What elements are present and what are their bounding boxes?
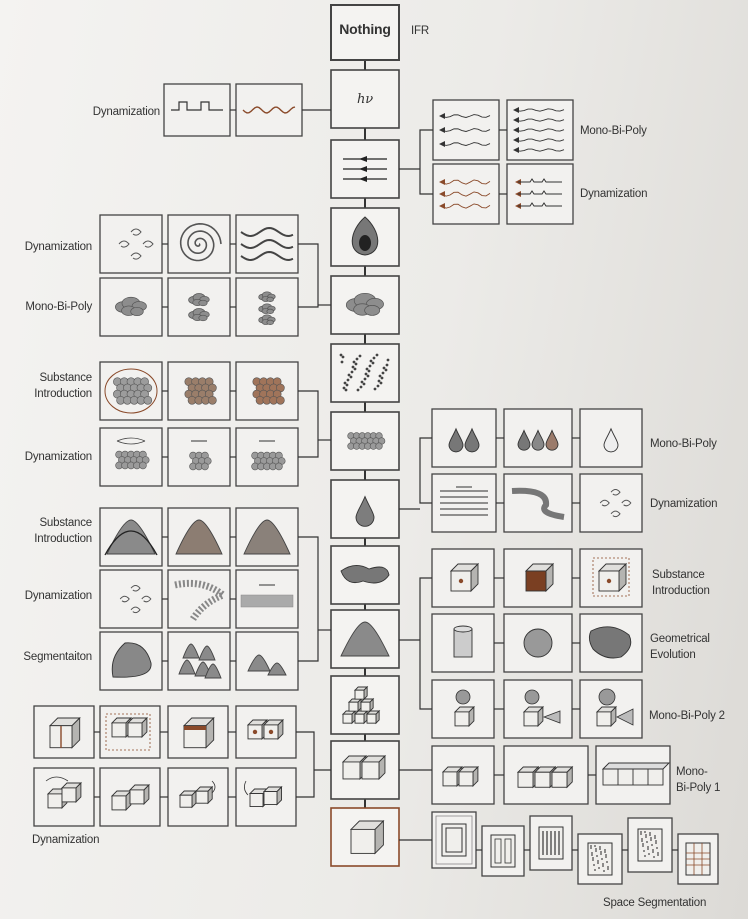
- swirl-particles-box: [100, 215, 162, 273]
- cube-pile-box: [331, 676, 399, 734]
- granules-dyn-1: [100, 428, 162, 486]
- mono-word: Mono-: [676, 766, 708, 778]
- cube-hinged-4: [236, 768, 296, 826]
- powder-heap-box: [331, 610, 399, 668]
- substance-introduction-label-powder: [0, 516, 92, 547]
- ifr-label: IFR: [411, 25, 429, 37]
- cube-split-frame-box: [100, 706, 160, 758]
- mono-bi-poly-label-cloud: Mono-Bi-Poly: [25, 301, 92, 313]
- powder-dyn-2: [168, 570, 230, 628]
- cube-hinged-3: [168, 768, 228, 826]
- substance-introduction-label-granules: [0, 371, 92, 402]
- nothing-label: Nothing: [339, 21, 391, 37]
- freeform-box: [580, 614, 642, 672]
- dynamization-label-granules: Dynamization: [24, 451, 92, 463]
- segment-small-heaps-box: [236, 632, 298, 690]
- space-seg-bars-box: [530, 816, 572, 870]
- cube-split-top-box: [168, 706, 228, 758]
- drops-dyn-2: [504, 474, 572, 532]
- sphere-cube-cone-2-box: [580, 680, 642, 738]
- evolution-word: Evolution: [650, 648, 696, 661]
- space-seg-grid-box: [678, 834, 718, 884]
- dynamization-label-powder: Dynamization: [24, 590, 92, 602]
- flame-box: [331, 208, 399, 266]
- arrows-box: [331, 140, 399, 198]
- powder-sub-intro-3: [236, 508, 298, 566]
- drops-dyn-3: [580, 474, 642, 532]
- particles-box: [331, 344, 399, 402]
- segmentation-label: Segmentaiton: [23, 651, 92, 663]
- dynamization-label-vortex: Dynamization: [24, 241, 92, 253]
- arrows-mono-box: [433, 100, 499, 160]
- geometrical-evolution-label: [650, 632, 710, 663]
- segment-pieces-box: [168, 632, 230, 690]
- powder-sub-intro-2: [168, 508, 230, 566]
- cube-dot-box: [432, 549, 494, 607]
- sine-wave-box: [236, 84, 302, 136]
- granules-dyn-3: [236, 428, 298, 486]
- granules-sub-intro-3: [236, 362, 298, 420]
- cube-hinged-2: [100, 768, 160, 826]
- granules-sub-intro-2: [168, 362, 230, 420]
- three-cubes-row-box: [504, 746, 588, 804]
- four-cubes-row-box: [596, 746, 670, 804]
- mono-bi-poly-label-top: Mono-Bi-Poly: [580, 125, 647, 137]
- cube-dots-box: [236, 706, 296, 758]
- space-seg-dots-box: [578, 834, 622, 884]
- substance-introduction-label-cubes: [652, 568, 710, 599]
- introduction-word: Introduction: [34, 387, 92, 400]
- dynamization-label-top: Dynamization: [92, 106, 160, 118]
- space-segmentation-label: Space Segmentation: [603, 897, 707, 909]
- mono-bi-poly-1-label: [676, 765, 720, 796]
- cube-brown-box: [504, 549, 572, 607]
- cube-frame-dot-box: [580, 549, 642, 607]
- space-seg-speckle-box: [628, 818, 672, 872]
- puddle-box: [331, 546, 399, 604]
- sphere-cube-cone-box: [504, 680, 572, 738]
- bi-poly-1-word: Bi-Poly 1: [676, 781, 721, 794]
- two-cubes-box: [331, 741, 399, 799]
- drops-poly-box: [504, 409, 572, 467]
- sphere-box: [504, 614, 572, 672]
- substance-word: Substance: [652, 569, 705, 581]
- powder-dyn-3: [236, 570, 298, 628]
- cube-hinged-1: [34, 768, 94, 826]
- substance-word: Substance: [39, 517, 92, 529]
- two-cubes-row-box: [432, 746, 494, 804]
- introduction-word: Introduction: [34, 532, 92, 545]
- drop-box: [331, 480, 399, 538]
- granules-dyn-2: [168, 428, 230, 486]
- segment-lump-box: [100, 632, 162, 690]
- drops-mono-box: [432, 409, 496, 467]
- waves-box: [236, 215, 298, 273]
- cloud-box: [331, 276, 399, 334]
- mono-bi-poly-label-drops: Mono-Bi-Poly: [650, 438, 717, 450]
- granules-sub-intro-1: [100, 362, 162, 420]
- powder-dyn-1: [100, 570, 162, 628]
- geometrical-word: Geometrical: [650, 633, 710, 645]
- single-cube-box: [331, 808, 399, 866]
- cloud-poly-box: [236, 278, 298, 336]
- spiral-box: [168, 215, 230, 273]
- arrows-poly-box: [507, 100, 573, 160]
- granules-box: [331, 412, 399, 470]
- dynamization-label-drops: Dynamization: [650, 498, 718, 510]
- cloud-bi-box: [168, 278, 230, 336]
- drops-dyn-1: [432, 474, 496, 532]
- space-seg-two-box: [482, 826, 524, 876]
- arrows-dyn-1: [433, 164, 499, 224]
- substance-word: Substance: [39, 372, 92, 384]
- cylinder-box: [432, 614, 494, 672]
- drop-outline-box: [580, 409, 642, 467]
- dynamization-label-bottom: Dynamization: [32, 834, 100, 846]
- sphere-cube-box: [432, 680, 494, 738]
- h-nu-label: hν: [357, 92, 373, 107]
- dynamization-label-right-top: Dynamization: [580, 188, 648, 200]
- mono-bi-poly-2-label: Mono-Bi-Poly 2: [649, 710, 725, 722]
- space-seg-frame-box: [432, 812, 476, 868]
- cloud-mono-box: [100, 278, 162, 336]
- introduction-word: Introduction: [652, 584, 710, 597]
- powder-sub-intro-1: [100, 508, 162, 566]
- cube-split-line-box: [34, 706, 94, 758]
